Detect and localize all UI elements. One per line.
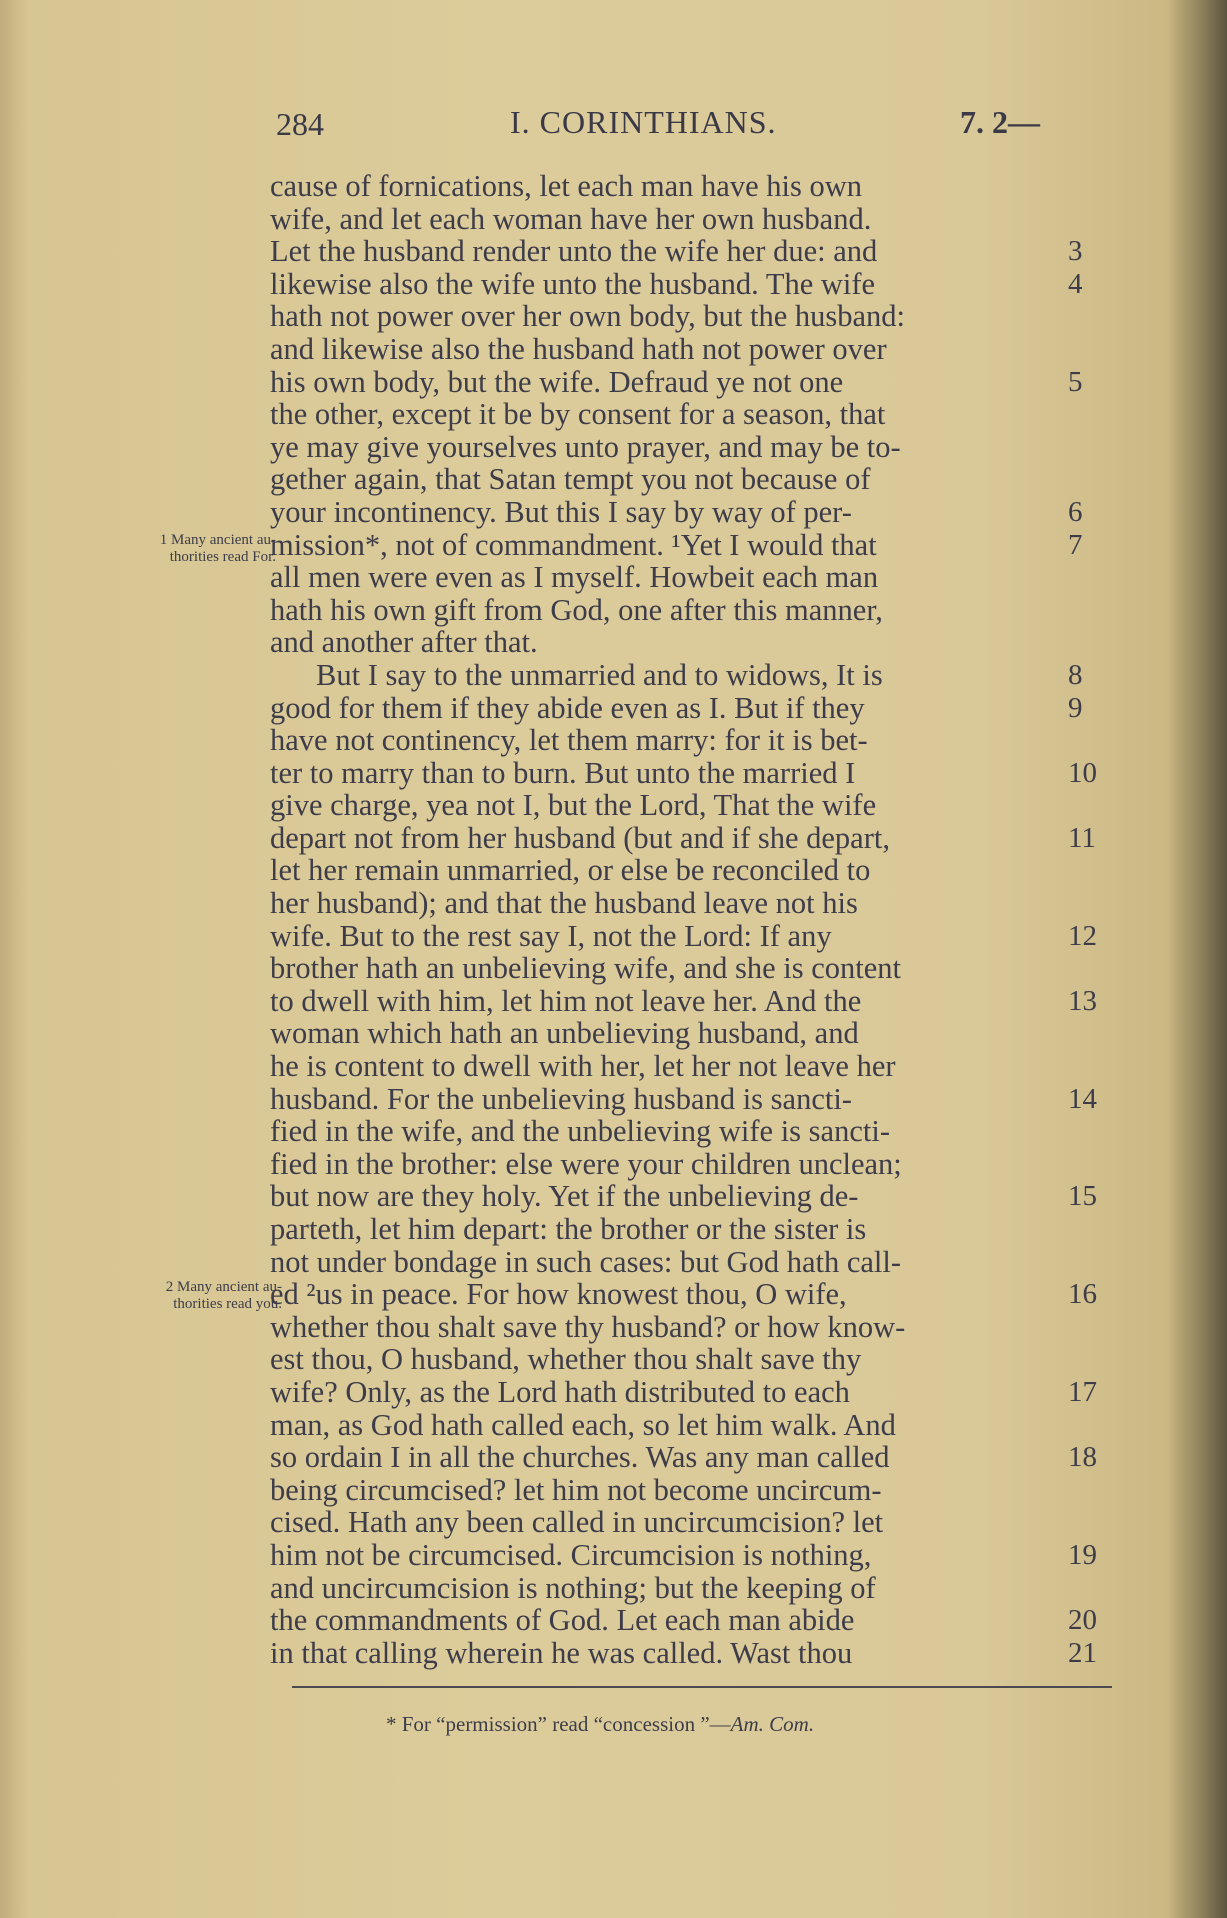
verse-number: 13 (1068, 984, 1097, 1017)
margin-note-line: 1 Many ancient au- (159, 532, 276, 548)
text-line (270, 983, 1097, 1018)
line-text: hath not power over her own body, but the husband: (270, 299, 906, 334)
text-line (270, 561, 1070, 594)
line-text: gether again, that Satan tempt you not because of (270, 462, 871, 497)
verse-number: 12 (1068, 919, 1097, 952)
line-text: him not be circumcised. Circumcision is nothing, (270, 1537, 872, 1572)
page-left-edge (0, 0, 28, 1918)
line-text: the other, except it be by consent for a season, that (270, 397, 886, 432)
verse-number: 9 (1068, 691, 1083, 724)
line-text: woman which hath an unbelieving husband, and (270, 1016, 859, 1051)
verse-number: 8 (1068, 658, 1083, 691)
line-text: so ordain I in all the churches. Was any man called (270, 1440, 890, 1475)
line-text: good for them if they abide even as I. But if they (270, 690, 865, 725)
margin-note-line: thorities read you. (173, 1296, 282, 1312)
line-text: wife? Only, as the Lord hath distributed to each (270, 1374, 850, 1409)
line-text: let her remain unmarried, or else be reconciled to (270, 853, 871, 888)
verse-number: 3 (1068, 235, 1083, 268)
line-text: and uncircumcision is nothing; but the keeping of (270, 1570, 876, 1605)
footnote (386, 1712, 814, 1737)
footnote-rule (292, 1686, 1112, 1688)
text-line (270, 854, 1070, 887)
chapter-reference: 7. 2— (960, 104, 1040, 140)
text-line (270, 657, 1083, 692)
margin-note-1 (86, 532, 276, 566)
text-line (270, 1213, 1070, 1246)
line-text: and likewise also the husband hath not power over (270, 331, 887, 366)
text-line (270, 1635, 1097, 1670)
verse-number: 6 (1068, 495, 1083, 528)
verse-number: 4 (1068, 267, 1083, 300)
text-line (270, 789, 1070, 822)
verse-number: 15 (1068, 1180, 1097, 1213)
running-head (270, 100, 1060, 150)
verse-number: 5 (1068, 365, 1083, 398)
line-text: man, as God hath called each, so let him walk. And (270, 1407, 896, 1442)
footnote-text: * For “permission” read “concession ”— (386, 1712, 731, 1736)
line-text: he is content to dwell with her, let her not leave her (270, 1049, 896, 1084)
page-gutter-shadow (1167, 0, 1227, 1918)
text-line (270, 1311, 1070, 1344)
text-line (270, 1374, 1097, 1409)
text-line (270, 527, 1083, 562)
verse-number: 11 (1068, 821, 1096, 854)
verse-number: 19 (1068, 1538, 1097, 1571)
verse-number: 21 (1068, 1636, 1097, 1669)
text-line (270, 690, 1083, 725)
line-text: ye may give yourselves unto prayer, and may be to- (270, 429, 901, 464)
text-line (270, 1474, 1070, 1507)
line-text: husband. For the unbelieving husband is sancti- (270, 1081, 852, 1116)
line-text: all men were even as I myself. Howbeit each man (270, 560, 879, 595)
verse-number: 16 (1068, 1278, 1097, 1311)
line-text: mission*, not of commandment. ¹Yet I would that (270, 527, 877, 562)
text-line (270, 266, 1083, 301)
line-text: ter to marry than to burn. But unto the married I (270, 755, 856, 790)
verse-number: 18 (1068, 1441, 1097, 1474)
line-text: have not continency, let them marry: for it is bet- (270, 723, 868, 758)
line-text: her husband); and that the husband leave not his (270, 886, 858, 921)
margin-note-line: thorities read For. (169, 549, 276, 565)
margin-note-2 (92, 1279, 282, 1313)
line-text: not under bondage in such cases: but God hath call- (270, 1244, 902, 1279)
book-title: I. CORINTHIANS. (510, 104, 777, 140)
text-line (270, 494, 1083, 529)
line-text: ed ²us in peace. For how knowest thou, O wife, (270, 1277, 847, 1312)
text-line (270, 1115, 1070, 1148)
page-number: 284 (276, 106, 324, 142)
text-line (270, 333, 1070, 366)
line-text: est thou, O husband, whether thou shalt save thy (270, 1342, 862, 1377)
text-line (270, 300, 1070, 333)
verse-number: 20 (1068, 1604, 1097, 1637)
text-line (270, 626, 1070, 659)
line-text: your incontinency. But this I say by way of per- (270, 494, 852, 529)
text-line (270, 1603, 1097, 1638)
text-line (270, 1017, 1070, 1050)
text-line (270, 594, 1070, 627)
line-text: depart not from her husband (but and if she depart, (270, 820, 890, 855)
text-line (270, 952, 1070, 985)
text-line (270, 1343, 1070, 1376)
text-line (270, 820, 1096, 855)
line-text: parteth, let him depart: the brother or the sister is (270, 1212, 867, 1246)
line-text: and another after that. (270, 625, 538, 660)
line-text: Let the husband render unto the wife her due: and (270, 234, 878, 269)
line-text: wife, and let each woman have her own husband. (270, 201, 872, 236)
text-line (270, 1179, 1097, 1214)
text-line (270, 755, 1097, 790)
text-line (270, 724, 1070, 757)
verse-number: 17 (1068, 1375, 1097, 1408)
text-line (270, 1246, 1070, 1279)
text-line (270, 1050, 1070, 1083)
text-line (270, 1148, 1070, 1181)
text-line (270, 1506, 1070, 1539)
text-line (270, 203, 1070, 236)
line-text: to dwell with him, let him not leave her. And the (270, 983, 862, 1018)
line-text: give charge, yea not I, but the Lord, That the wife (270, 788, 877, 823)
text-line (270, 234, 1083, 269)
line-text: whether thou shalt save thy husband? or how know- (270, 1309, 906, 1344)
line-text: in that calling wherein he was called. Wast thou (270, 1635, 853, 1670)
text-line (270, 918, 1097, 953)
line-text: fied in the wife, and the unbelieving wife is sancti- (270, 1114, 890, 1149)
line-text: being circumcised? let him not become uncircum- (270, 1472, 882, 1507)
line-text: cause of fornications, let each man have his own (270, 169, 862, 203)
text-line (270, 398, 1070, 431)
scripture-text (270, 169, 1097, 1670)
margin-note-line: 2 Many ancient au- (165, 1279, 282, 1295)
text-line (270, 1572, 1070, 1605)
line-text: the commandments of God. Let each man abide (270, 1603, 855, 1638)
text-line (270, 1537, 1097, 1572)
line-text: cised. Hath any been called in uncircumcision? let (270, 1505, 884, 1540)
verse-number: 10 (1068, 756, 1097, 789)
line-text: wife. But to the rest say I, not the Lord: If any (270, 918, 832, 953)
text-line (270, 1440, 1097, 1475)
footnote-source: Am. Com. (730, 1712, 815, 1736)
text-line (270, 887, 1070, 920)
line-text: but now are they holy. Yet if the unbelieving de- (270, 1179, 859, 1214)
text-line (270, 170, 1070, 203)
line-text: brother hath an unbelieving wife, and she is content (270, 951, 901, 986)
line-text: But I say to the unmarried and to widows, It is (316, 657, 883, 692)
verse-number: 14 (1068, 1082, 1097, 1115)
verse-number: 7 (1068, 528, 1083, 561)
text-line (270, 1409, 1070, 1442)
text-line (270, 364, 1083, 399)
line-text: fied in the brother: else were your children unclean; (270, 1146, 902, 1181)
line-text: his own body, but the wife. Defraud ye not one (270, 364, 844, 399)
line-text: hath his own gift from God, one after this manner, (270, 592, 883, 627)
text-line (270, 463, 1070, 496)
text-line (270, 1081, 1097, 1116)
text-line (270, 1277, 1097, 1312)
line-text: likewise also the wife unto the husband. The wife (270, 266, 876, 301)
text-line (270, 431, 1070, 464)
